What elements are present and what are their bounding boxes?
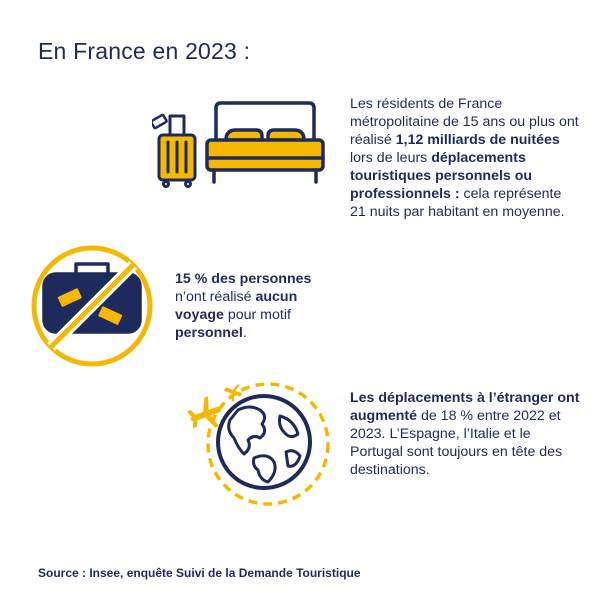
- abroad-text: Les déplacements à l’étranger ont augmenté de 18 % entre 2022 et 2023. L’Espagne, l’Italie et le Portugal sont toujours en tête des destinations.: [350, 390, 580, 478]
- nights-text: Les résidents de France métropolitaine de 15 ans ou plus ont réalisé 1,12 milliards de nuitées lors de leurs déplacements touristiques personnels ou professionnels : cela représente 21 nuits par habitant en moyenne.: [350, 96, 579, 220]
- page-title: En France en 2023 :: [38, 38, 251, 64]
- source-note: Source : Insee, enquête Suivi de la Demande Touristique: [38, 566, 361, 580]
- no-luggage-icon: [30, 244, 154, 368]
- suitcase-icon: [152, 108, 202, 188]
- plane-icon: [222, 381, 244, 403]
- plane-icon: [186, 394, 226, 434]
- no-trip-text: 15 % des personnes n’ont réalisé aucun voyage pour motif personnel.: [175, 271, 312, 341]
- bed-icon: [204, 100, 326, 185]
